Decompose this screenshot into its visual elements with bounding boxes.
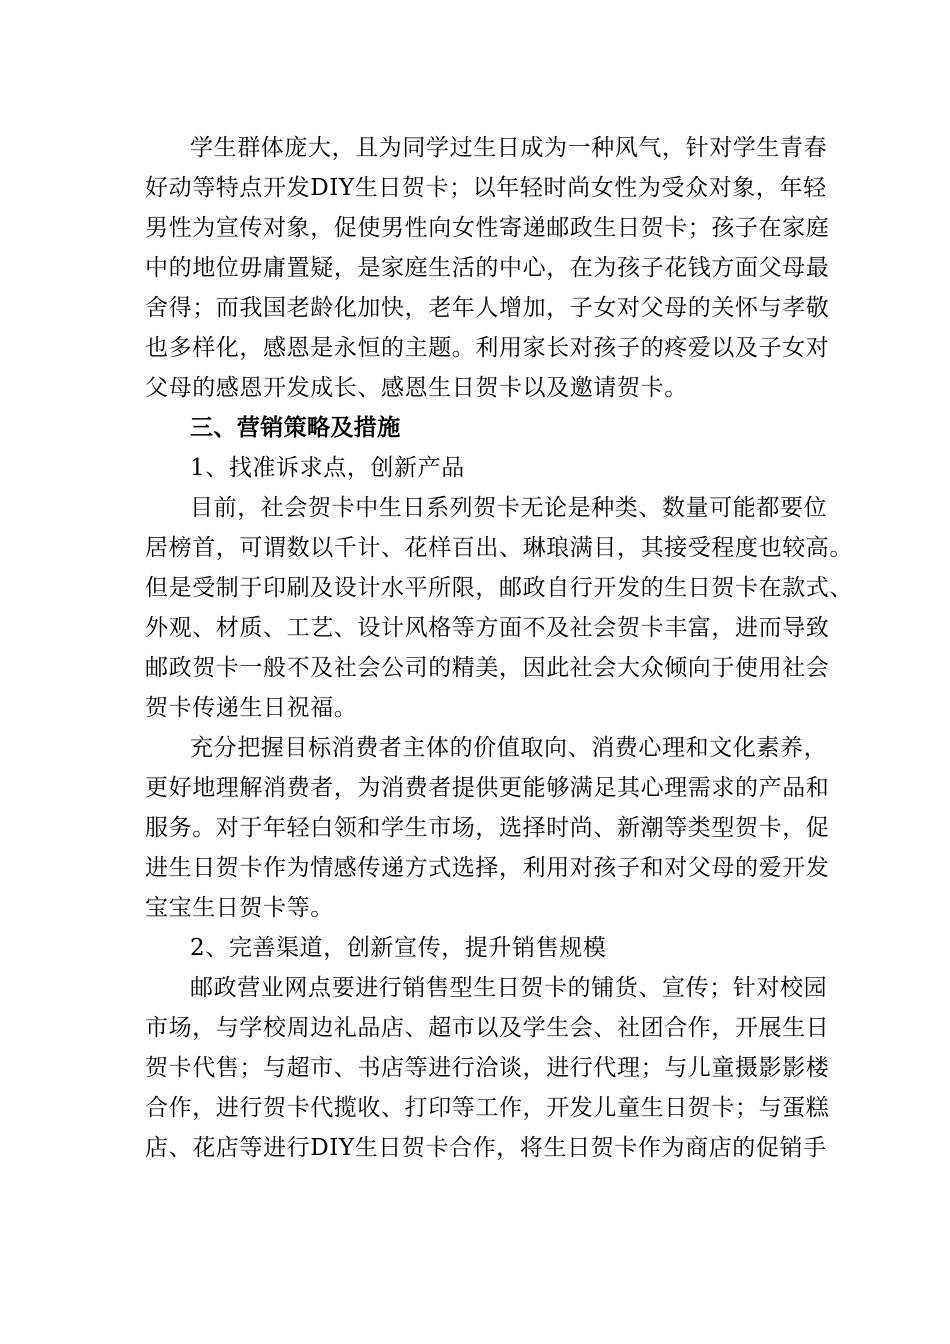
body-text-line: 父母的感恩开发成长、感恩生日贺卡以及邀请贺卡。: [145, 375, 688, 401]
body-text-line: 男性为宣传对象，促使男性向女性寄递邮政生日贺卡；孩子在家庭: [145, 215, 830, 241]
body-text-line: 店、花店等进行DIY生日贺卡合作，将生日贺卡作为商店的促销手: [145, 1135, 827, 1161]
body-text-line: 更好地理解消费者，为消费者提供更能够满足其心理需求的产品和: [145, 775, 830, 801]
body-text-line: 舍得；而我国老龄化加快，老年人增加，子女对父母的关怀与孝敬: [145, 295, 830, 321]
body-text-line: 充分把握目标消费者主体的价值取向、消费心理和文化素养，: [190, 735, 828, 761]
subsection-heading: 1、找准诉求点，创新产品: [190, 455, 465, 481]
body-text-line: 进生日贺卡作为情感传递方式选择，利用对孩子和对父母的爱开发: [145, 855, 830, 881]
body-text-line: 学生群体庞大，且为同学过生日成为一种风气，针对学生青春: [190, 135, 828, 161]
body-text-line: 居榜首，可谓数以千计、花样百出、琳琅满目，其接受程度也较高。: [145, 535, 853, 561]
body-text-line: 也多样化，感恩是永恒的主题。利用家长对孩子的疼爱以及子女对: [145, 335, 830, 361]
body-text-line: 贺卡代售；与超市、书店等进行洽谈，进行代理；与儿童摄影影楼: [145, 1055, 830, 1081]
body-text-line: 邮政营业网点要进行销售型生日贺卡的铺货、宣传；针对校园: [190, 975, 828, 1001]
body-text-line: 但是受制于印刷及设计水平所限，邮政自行开发的生日贺卡在款式、: [145, 575, 853, 601]
body-text-line: 好动等特点开发DIY生日贺卡；以年轻时尚女性为受众对象，年轻: [145, 175, 827, 201]
section-heading: 三、营销策略及措施: [190, 415, 401, 441]
body-text-line: 中的地位毋庸置疑，是家庭生活的中心，在为孩子花钱方面父母最: [145, 255, 830, 281]
subsection-heading: 2、完善渠道，创新宣传，提升销售规模: [190, 935, 607, 961]
body-text-line: 服务。对于年轻白领和学生市场，选择时尚、新潮等类型贺卡，促: [145, 815, 830, 841]
body-text-line: 贺卡传递生日祝福。: [145, 695, 358, 721]
body-text-line: 外观、材质、工艺、设计风格等方面不及社会贺卡丰富，进而导致: [145, 615, 830, 641]
body-text-line: 邮政贺卡一般不及社会公司的精美，因此社会大众倾向于使用社会: [145, 655, 830, 681]
body-text-line: 目前，社会贺卡中生日系列贺卡无论是种类、数量可能都要位: [190, 495, 828, 521]
body-text-line: 宝宝生日贺卡等。: [145, 895, 334, 921]
body-text-line: 市场，与学校周边礼品店、超市以及学生会、社团合作，开展生日: [145, 1015, 830, 1041]
body-text-line: 合作，进行贺卡代揽收、打印等工作，开发儿童生日贺卡；与蛋糕: [145, 1095, 830, 1121]
